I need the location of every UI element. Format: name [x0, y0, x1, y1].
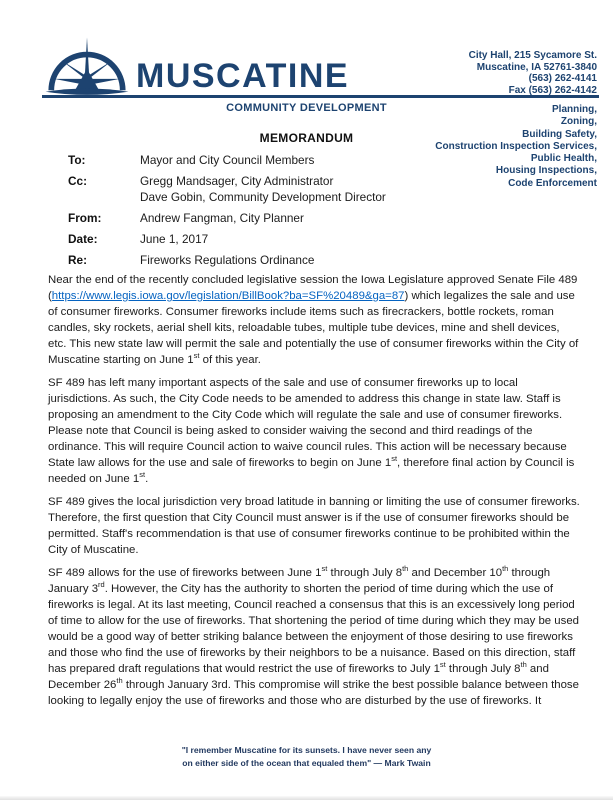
- body-text: through July 8: [445, 663, 521, 675]
- memo-body: [48, 272, 581, 716]
- bill-link[interactable]: https://www.legis.iowa.gov/legislation/BillBook?ba=SF%20489&ga=87: [51, 290, 405, 302]
- service-item: Housing Inspections,: [495, 165, 597, 177]
- fax-line: Fax (563) 262-4142: [508, 84, 597, 96]
- body-text: through July 8: [327, 567, 403, 579]
- logo-wordmark: MUSCATINE: [136, 57, 350, 95]
- field-label-re: Re:: [68, 253, 88, 267]
- memo-title: MEMORANDUM: [259, 131, 354, 145]
- service-item: Code Enforcement: [508, 177, 597, 189]
- ordinal-superscript: th: [520, 660, 527, 670]
- body-text: SF 489 gives the local jurisdiction very broad latitude in banning or limiting the use of consumer fireworks. Therefore, the first question that City Council must answer is if the use of consumer fireworks should be permitted. Staff's recommendation is that use of consumer fireworks continue to be prohibited within the City of Muscatine.: [48, 496, 580, 556]
- ordinal-superscript: th: [502, 564, 509, 574]
- field-value-cc: Dave Gobin, Community Development Director: [140, 190, 386, 204]
- ordinal-superscript: st: [321, 564, 328, 574]
- body-text: of this year.: [199, 354, 261, 366]
- field-label-cc: Cc:: [68, 174, 88, 188]
- phone-line: (563) 262-4141: [528, 73, 597, 84]
- field-value-to: Mayor and City Council Members: [140, 153, 315, 167]
- field-label-date: Date:: [68, 232, 98, 246]
- quote-line: on either side of the ocean that equaled them" — Mark Twain: [182, 758, 431, 768]
- body-text: through January 3rd. This compromise will strike the best possible balance between those looking to legally enjoy the use of fireworks and those who are disturbed by the use of fireworks. It: [48, 679, 579, 707]
- ordinal-superscript: th: [402, 564, 409, 574]
- service-item: Zoning,: [560, 116, 597, 128]
- ordinal-superscript: st: [391, 454, 398, 464]
- field-value-re: Fireworks Regulations Ordinance: [140, 253, 315, 267]
- body-text: through January 3: [48, 567, 551, 595]
- body-paragraph: [48, 272, 581, 368]
- field-label-to: To:: [68, 153, 86, 167]
- service-item: Public Health,: [530, 153, 597, 165]
- body-text: .: [145, 473, 149, 485]
- memo-field-cc: [68, 173, 593, 205]
- memo-field-to: [68, 152, 593, 168]
- address-line: City Hall, 215 Sycamore St.: [468, 50, 597, 61]
- service-item: Planning,: [552, 104, 597, 115]
- address-block: [469, 50, 597, 96]
- ordinal-superscript: st: [139, 470, 146, 480]
- header-divider: [42, 95, 599, 98]
- body-text: Near the end of the recently concluded legislative session the Iowa Legislature approved Senate File 489 (: [48, 274, 578, 302]
- field-label-from: From:: [68, 211, 102, 225]
- quote-line: "I remember Muscatine for its sunsets. I have never seen any: [181, 745, 432, 755]
- memo-field-re: [68, 252, 593, 268]
- ordinal-superscript: th: [116, 676, 123, 686]
- body-text: , therefore final action by Council is needed on June 1: [48, 457, 575, 485]
- body-text: and December 26: [48, 663, 549, 691]
- body-paragraph: [48, 375, 581, 487]
- field-value-cc: Gregg Mandsager, City Administrator: [140, 174, 334, 188]
- body-text: . However, the City has the authority to shorten the period of time during which the use of fireworks is legal. At its last meeting, Council reached a consensus that this is an excessively long period of time to allow for the use of fireworks. That shortening the period of time during which they may be used would be a good way of better striking balance between the enjoyment of those desiring to use fireworks and those who find the use of fireworks by their neighbors to be a nuisance. Based on this direction, staff has prepared draft regulations that would restrict the use of fireworks to July 1: [48, 583, 579, 675]
- service-item: Construction Inspection Services,: [435, 140, 597, 152]
- memo-field-from: [68, 210, 593, 226]
- body-text: SF 489 has left many important aspects of the sale and use of consumer fireworks up to local jurisdictions. As such, the City Code needs to be amended to address this change in state law. Staff is proposing an amendment to the City Code which will regulate the sale and use of consumer fireworks. Please note that Council is being asked to consider waiving the second and third readings of the ordinance. This will require Council action to waive council rules. This action will be necessary because State law allows for the use and sale of fireworks to begin on June 1: [48, 377, 567, 469]
- memo-field-date: [68, 231, 593, 247]
- muscatine-logo: [44, 36, 349, 96]
- body-paragraph: [48, 565, 581, 709]
- ordinal-superscript: st: [193, 351, 200, 361]
- field-value-from: Andrew Fangman, City Planner: [140, 211, 304, 225]
- body-text: SF 489 allows for the use of fireworks between June 1: [48, 567, 322, 579]
- field-value-date: June 1, 2017: [140, 232, 209, 246]
- footer-quote: [0, 744, 613, 770]
- ordinal-superscript: rd: [98, 580, 105, 590]
- body-text: ) which legalizes the sale and use of consumer fireworks. Consumer fireworks include items such as firecrackers, bottle rockets, roman candles, sky rockets, aerial shell kits, reloadable tubes, multiple tube devices, mine and shell devices, etc. This new state law will permit the sale and potentially the use of consumer fireworks within the City of Muscatine starting on June 1: [48, 290, 579, 366]
- service-item: Building Safety,: [522, 128, 597, 140]
- body-paragraph: [48, 494, 581, 558]
- body-text: and December 10: [408, 567, 503, 579]
- address-line: Muscatine, IA 52761-3840: [476, 61, 597, 73]
- memo-fields: [68, 152, 593, 273]
- department-title: COMMUNITY DEVELOPMENT: [226, 102, 387, 114]
- sunrise-star-icon: [44, 36, 130, 96]
- ordinal-superscript: st: [439, 660, 446, 670]
